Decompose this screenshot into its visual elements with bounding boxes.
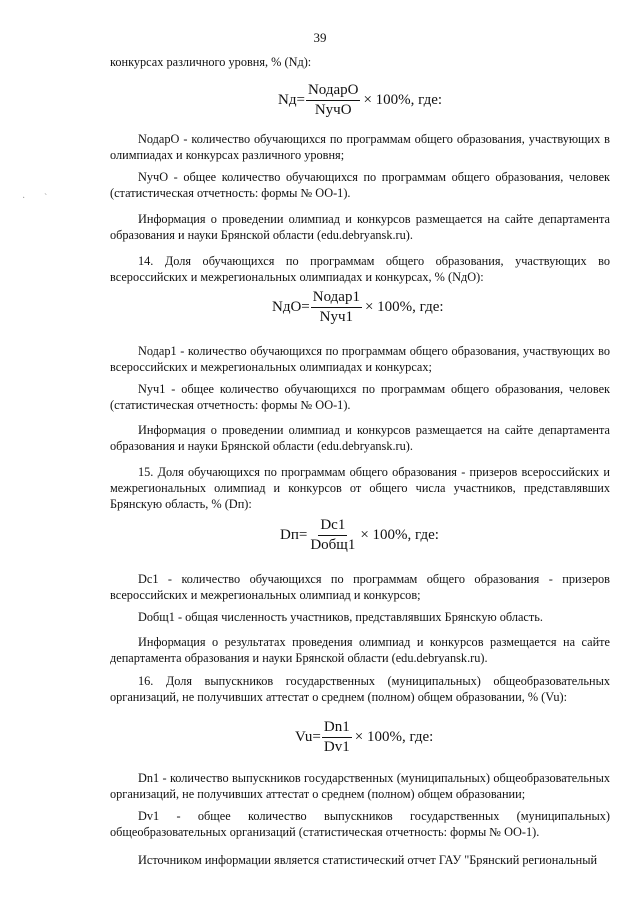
- formula-denominator: NучО: [314, 102, 352, 118]
- formula-denominator: Nуч1: [319, 309, 354, 325]
- paragraph-item-15: 15. Доля обучающихся по программам общего образования - призеров всероссийских и межрегиональных олимпиад и конкурсов от общего числа участников, представлявших Брянскую область, % (Dп):: [110, 465, 610, 511]
- formula-fraction: [306, 82, 361, 119]
- formula-numerator: Dс1: [318, 517, 347, 536]
- paragraph-definition: Nодар1 - количество обучающихся по программам общего образования, участвующих во всероссийских и межрегиональных олимпиадах и конкурсах;: [110, 344, 610, 374]
- paragraph-item-16: 16. Доля выпускников государственных (муниципальных) общеобразовательных организаций, не получивших аттестат о среднем (полном) общем образовании, % (Vu):: [110, 674, 610, 704]
- formula-fraction: [311, 289, 362, 326]
- paragraph-definition: Dn1 - количество выпускников государственных (муниципальных) общеобразовательных организаций, не получивших аттестат о среднем (полном) общем образовании;: [110, 771, 610, 801]
- paragraph-info: Информация о результатах проведения олимпиад и конкурсов размещается на сайте департамента образования и науки Брянской области (edu.debryansk.ru).: [110, 635, 610, 665]
- formula-lhs: NдО=: [272, 299, 310, 315]
- paragraph-definition: NодарО - количество обучающихся по программам общего образования, участвующих в олимпиадах и конкурсах различного уровня;: [110, 132, 610, 162]
- paragraph-definition: Dv1 - общее количество выпускников государственных (муниципальных) общеобразовательных организаций (статистическая отчетность: формы № ОО-1).: [110, 809, 610, 839]
- formula-tail: × 100%, где:: [363, 92, 443, 108]
- formula-denominator: Dv1: [323, 739, 350, 755]
- formula-ndo: [272, 289, 444, 326]
- formula-tail: × 100%, где:: [360, 527, 439, 543]
- formula-tail: × 100%, где:: [364, 299, 444, 315]
- paragraph-definition: Nуч1 - общее количество обучающихся по программам общего образования, человек (статистическая отчетность: формы № ОО-1).: [110, 382, 610, 412]
- paragraph-item-14: 14. Доля обучающихся по программам общего образования, участвующих во всероссийских и межрегиональных олимпиадах и конкурсах, % (NдО):: [110, 254, 610, 284]
- paragraph-source: Источником информации является статистический отчет ГАУ "Брянский региональный: [138, 853, 598, 867]
- scan-mark: ·: [22, 193, 26, 204]
- formula-fraction: [322, 719, 352, 756]
- formula-tail: × 100%, где:: [354, 729, 434, 745]
- formula-lhs: Vu=: [295, 729, 321, 745]
- paragraph-intro: конкурсах различного уровня, % (Nд):: [110, 55, 312, 69]
- formula-lhs: Dп=: [280, 527, 308, 543]
- paragraph-info: Информация о проведении олимпиад и конкурсов размещается на сайте департамента образования и науки Брянской области (edu.debryansk.ru).: [110, 423, 610, 453]
- formula-lhs: Nд=: [278, 92, 305, 108]
- formula-numerator: NодарО: [306, 82, 361, 101]
- page-number: 39: [313, 30, 327, 45]
- formula-dp: [280, 517, 439, 554]
- formula-denominator: Dобщ1: [310, 537, 356, 553]
- paragraph-definition: Dс1 - количество обучающихся по программам общего образования - призеров всероссийских и межрегиональных олимпиад и конкурсов;: [110, 572, 610, 602]
- formula-nd: [278, 82, 442, 119]
- formula-fraction: [308, 517, 357, 554]
- paragraph-info: Информация о проведении олимпиад и конкурсов размещается на сайте департамента образования и науки Брянской области (edu.debryansk.ru).: [110, 212, 610, 242]
- formula-numerator: Nодар1: [311, 289, 362, 308]
- paragraph-definition: Dобщ1 - общая численность участников, представлявших Брянскую область.: [138, 610, 543, 624]
- scan-mark: `: [44, 193, 48, 204]
- paragraph-definition: NучО - общее количество обучающихся по программам общего образования, человек (статистическая отчетность: формы № ОО-1).: [110, 170, 610, 200]
- formula-vu: [295, 719, 433, 756]
- formula-numerator: Dn1: [322, 719, 352, 738]
